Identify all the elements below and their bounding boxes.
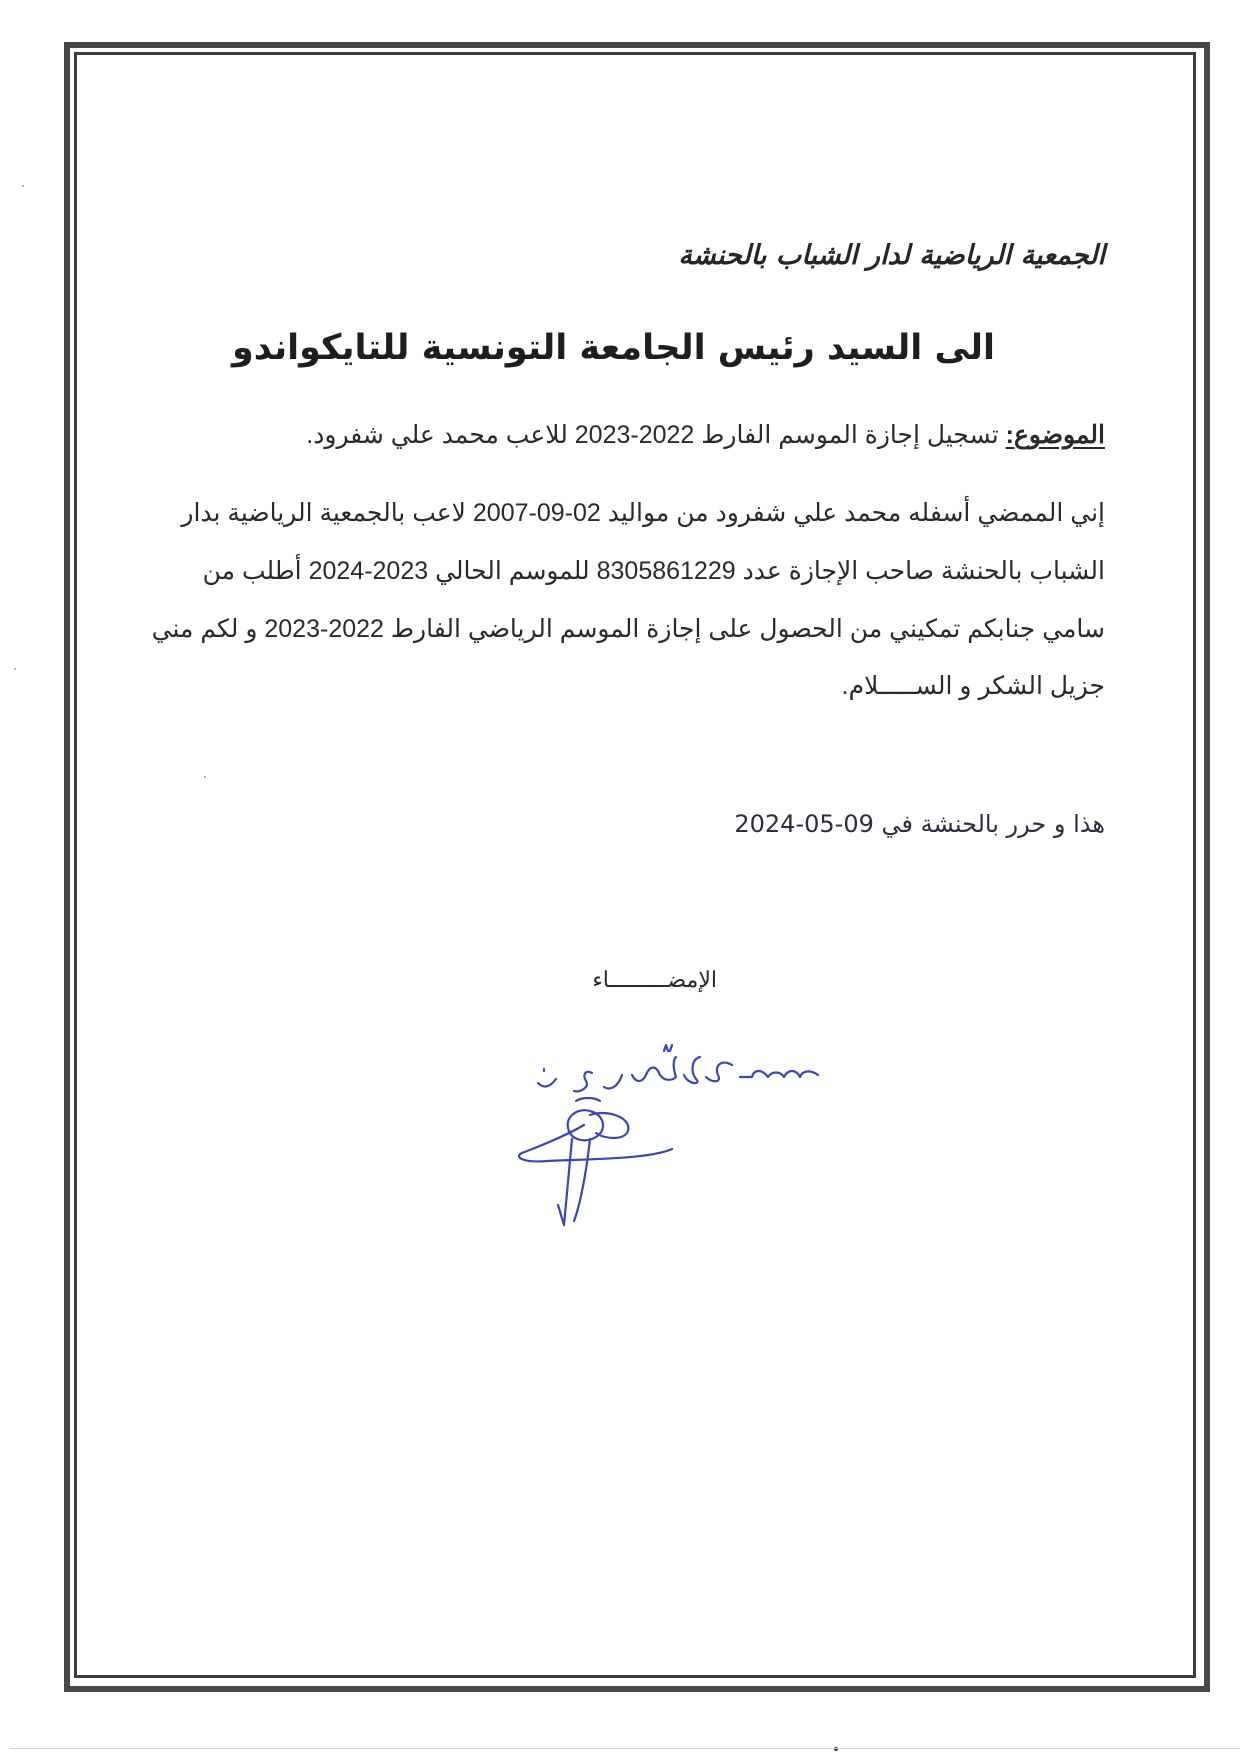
scan-speck — [204, 776, 206, 778]
body-line: الشباب بالحنشة صاحب الإجازة عدد 8305861229 للموسم الحالي 2023-2024 أطلب من — [202, 557, 1105, 585]
signature-name-stroke — [632, 1057, 676, 1081]
signature-name-stroke — [604, 1075, 622, 1089]
body-line: إني الممضي أسفله محمد علي شفرود من مواليد 02-09-2007 لاعب بالجمعية الرياضية بدار — [181, 499, 1105, 527]
signature-name-stroke — [706, 1063, 732, 1082]
addressee-title: الى السيد رئيس الجامعة التونسية للتايكواندو — [232, 328, 995, 368]
signature-flourish-stroke — [590, 1113, 628, 1138]
scan-speck — [22, 185, 24, 187]
subject-text: تسجيل إجازة الموسم الفارط 2022-2023 للاعب محمد علي شفرود. — [306, 421, 1006, 449]
signature-flourish-stroke — [558, 1139, 590, 1225]
signature-name-stroke — [574, 1072, 592, 1092]
body-line: سامي جنابكم تمكيني من الحصول على إجازة الموسم الرياضي الفارط 2022-2023 و لكم مني — [151, 615, 1105, 643]
subject-label: الموضوع: — [1005, 421, 1105, 449]
scan-edge-line — [10, 1748, 1240, 1749]
handwritten-signature — [500, 1035, 840, 1230]
signature-name-stroke — [538, 1069, 556, 1086]
signature-flourish-stroke — [568, 1110, 603, 1140]
signature-name-stroke — [740, 1071, 818, 1077]
signature-flourish-stroke — [576, 1098, 600, 1101]
date-line: هذا و حرر بالحنشة في 09-05-2024 — [734, 810, 1105, 838]
signature-flourish-stroke — [519, 1125, 672, 1161]
body-line: جزيل الشكر و الســـــلام. — [841, 672, 1105, 700]
scan-speck — [14, 668, 16, 670]
signature-label: الإمضـــــــــاء — [592, 967, 717, 992]
club-name-header: الجمعية الرياضية لدار الشباب بالحنشة — [678, 240, 1105, 271]
subject-line — [306, 420, 1105, 450]
signature-name-stroke — [664, 1045, 672, 1051]
signature-name-stroke — [684, 1057, 700, 1083]
page-border-inner — [74, 52, 1196, 1678]
